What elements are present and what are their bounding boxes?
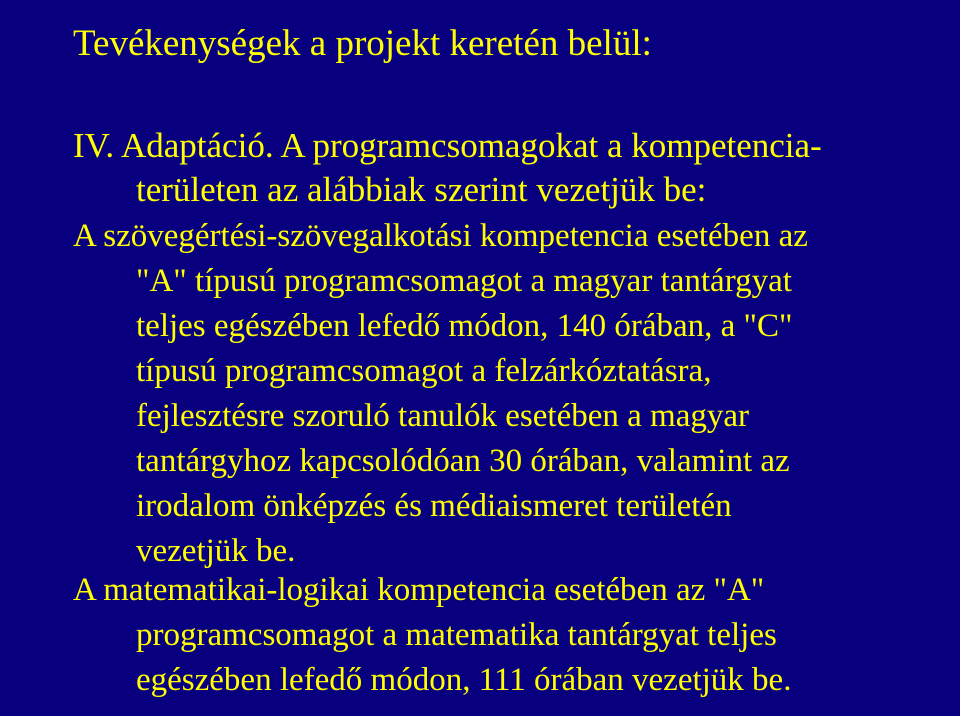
- paragraph-line: "A" típusú programcsomagot a magyar tantárgyat: [136, 263, 792, 299]
- section-heading-line-1: IV. Adaptáció. A programcsomagokat a kompetencia-: [73, 126, 822, 165]
- paragraph-line: irodalom önképzés és médiaismeret területén: [136, 488, 732, 524]
- paragraph-line: vezetjük be.: [136, 533, 296, 569]
- paragraph-math-competence: [73, 568, 953, 703]
- paragraph-reading-competence: [73, 214, 953, 574]
- paragraph-line: típusú programcsomagot a felzárkóztatásra,: [136, 353, 712, 389]
- paragraph-line: A szövegértési-szövegalkotási kompetencia esetében az: [73, 218, 808, 254]
- paragraph-line: tantárgyhoz kapcsolódóan 30 órában, valamint az: [136, 443, 790, 479]
- paragraph-line: teljes egészében lefedő módon, 140 órában, a "C": [136, 308, 793, 344]
- section-heading: [73, 124, 953, 212]
- section-heading-line-2: területen az alábbiak szerint vezetjük be:: [136, 170, 707, 209]
- paragraph-line: A matematikai-logikai kompetencia esetében az "A": [73, 572, 765, 608]
- paragraph-line: fejlesztésre szoruló tanulók esetében a magyar: [136, 398, 749, 434]
- slide-title: Tevékenységek a projekt keretén belül:: [73, 23, 652, 64]
- paragraph-line: programcsomagot a matematika tantárgyat teljes: [136, 617, 777, 653]
- paragraph-line: egészében lefedő módon, 111 órában vezetjük be.: [136, 662, 792, 698]
